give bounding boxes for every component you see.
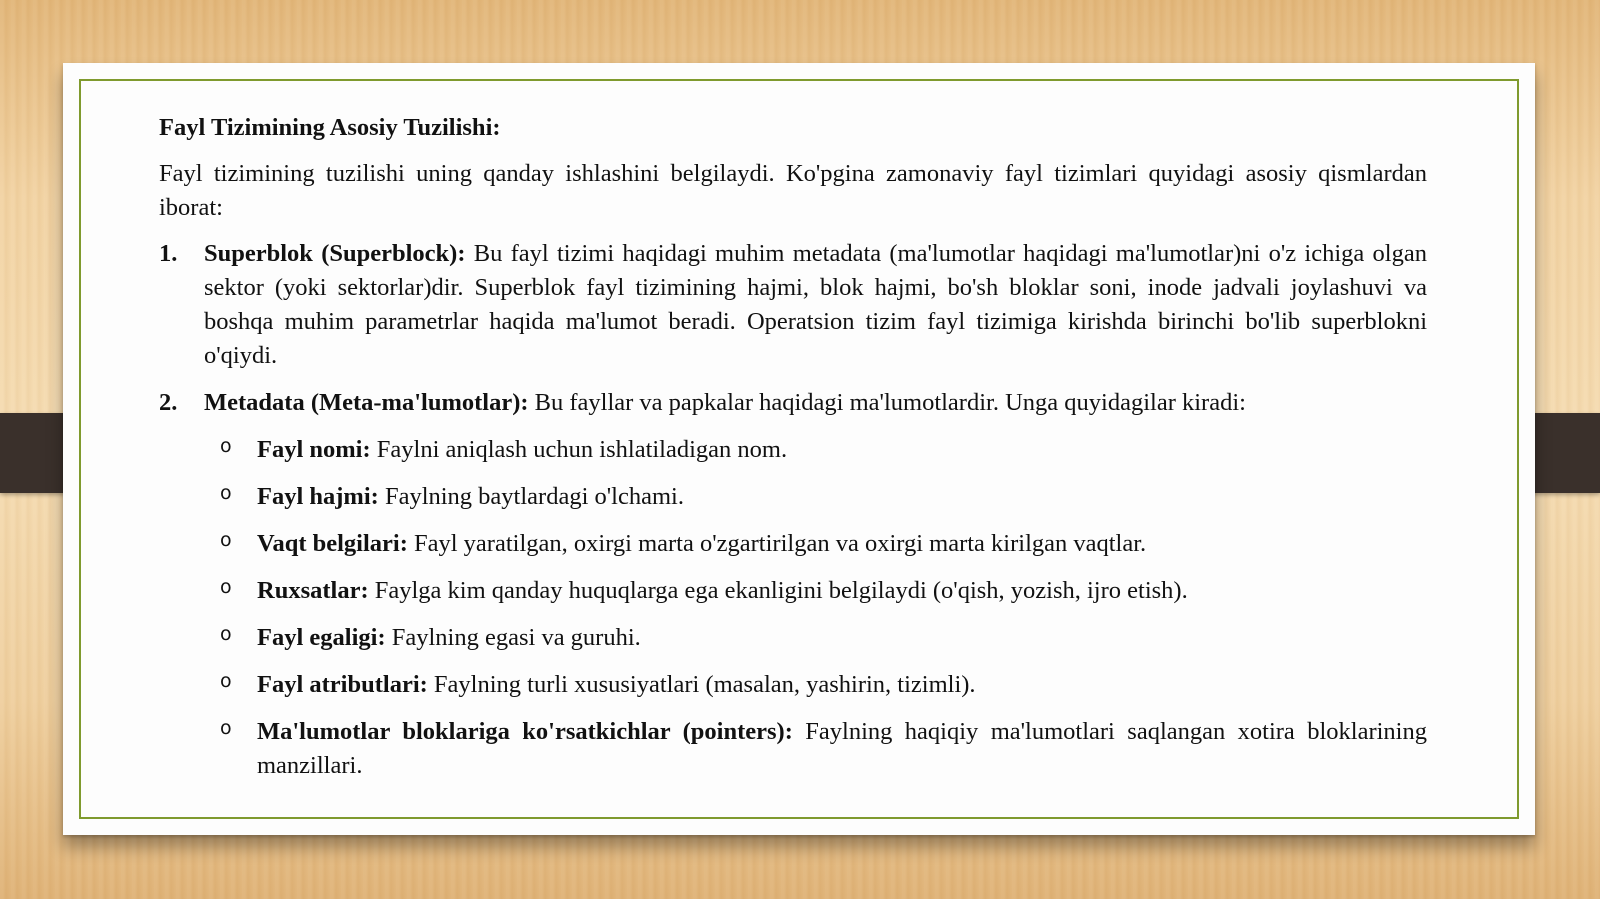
subitem-text: Faylning turli xususiyatlari (masalan, yashirin, tizimli).	[427, 671, 976, 698]
subitem-timestamps	[159, 527, 1427, 561]
subitem-text: Faylni aniqlash uchun ishlatiladigan nom.	[370, 436, 788, 463]
subitem-file-name	[159, 433, 1427, 467]
item-text: Bu fayl tizimi haqidagi muhim metadata (ma'lumotlar haqidagi ma'lumotlar)ni o'z ichiga olgan sektor (yoki sektorlar)dir. Superblok fayl tizimining hajmi, blok hajmi, bo'sh bloklar soni, inode jadvali joylashuvi va boshqa muhim parametrlar haqida ma'lumot beradi. Operatsion tizim fayl tizimiga kirishda birinchi bo'lib superblokni o'qiydi.	[204, 240, 1427, 369]
bullet-icon: o	[220, 623, 232, 645]
subitem-file-size	[159, 480, 1427, 514]
subitem-term: Vaqt belgilari:	[257, 530, 408, 557]
item-text: Bu fayllar va papkalar haqidagi ma'lumotlardir. Unga quyidagilar kiradi:	[528, 389, 1246, 416]
subitem-attributes	[159, 668, 1427, 702]
slide-content	[159, 111, 1427, 796]
subitem-block-pointers	[159, 715, 1427, 783]
bullet-icon: o	[220, 670, 232, 692]
subitem-term: Fayl atributlari:	[257, 671, 428, 698]
item-number: 2.	[159, 389, 178, 416]
subitem-term: Fayl egaligi:	[257, 624, 386, 651]
subitem-text: Fayl yaratilgan, oxirgi marta o'zgartirilgan va oxirgi marta kirilgan vaqtlar.	[407, 530, 1147, 557]
subitem-term: Ma'lumotlar bloklariga ko'rsatkichlar (pointers):	[257, 718, 793, 745]
item-number: 1.	[159, 240, 178, 267]
bullet-icon: o	[220, 435, 232, 457]
subitem-text: Faylning haqiqiy ma'lumotlari saqlangan xotira bloklarining manzillari.	[257, 718, 1427, 779]
subitem-ownership	[159, 621, 1427, 655]
bullet-icon: o	[220, 576, 232, 598]
intro-paragraph: Fayl tizimining tuzilishi uning qanday ishlashini belgilaydi. Ko'pgina zamonaviy fayl tizimlari quyidagi asosiy qismlardan iborat:	[159, 160, 1427, 221]
item-term: Metadata (Meta-ma'lumotlar):	[204, 389, 529, 416]
bullet-icon: o	[220, 529, 232, 551]
numbered-item-superblock	[159, 237, 1427, 373]
subitem-term: Fayl hajmi:	[257, 483, 379, 510]
bullet-icon: o	[220, 482, 232, 504]
subitem-term: Ruxsatlar:	[257, 577, 369, 604]
slide-title: Fayl Tizimining Asosiy Tuzilishi:	[159, 114, 501, 141]
slide-paper	[63, 63, 1535, 835]
item-term: Superblok (Superblock):	[204, 240, 466, 267]
subitem-term: Fayl nomi:	[257, 436, 371, 463]
bullet-icon: o	[220, 717, 232, 739]
subitem-text: Faylga kim qanday huquqlarga ega ekanligini belgilaydi (o'qish, yozish, ijro etish).	[368, 577, 1188, 604]
subitem-text: Faylning egasi va guruhi.	[385, 624, 641, 651]
numbered-item-metadata	[159, 386, 1427, 420]
subitem-text: Faylning baytlardagi o'lchami.	[378, 483, 684, 510]
subitem-permissions	[159, 574, 1427, 608]
